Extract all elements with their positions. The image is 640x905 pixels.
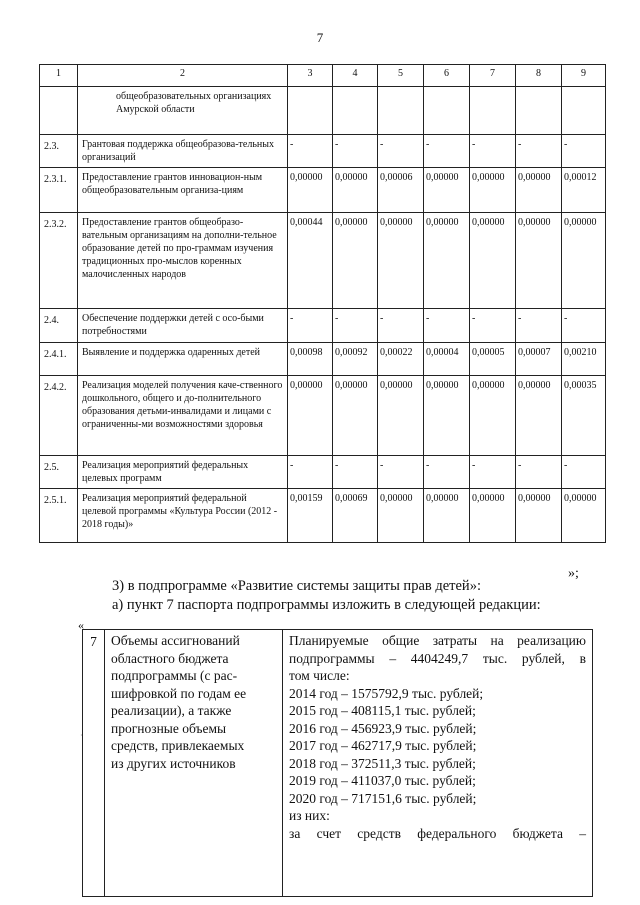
row-name: общеобразовательных организациях Амурской области [78,87,288,135]
row-value: - [562,309,606,343]
column-header: 2 [78,65,288,87]
intro-line: Планируемые общие затраты на реализацию [289,633,586,648]
table-row [40,309,606,343]
row-value: 0,00004 [424,343,470,376]
row-value: 0,00000 [378,376,424,456]
row-value: 0,00012 [562,168,606,213]
passport-table [82,629,593,897]
row-code: 2.4.2. [40,376,78,456]
row-value: 0,00159 [288,489,333,543]
row-name: Реализация моделей получения каче-ственного дошкольного, общего и до-полнительного образования детьми-инвалидами и лицами с ограниченны-ми возможностями здоровья [78,376,288,456]
table-row [40,168,606,213]
federal-budget-line: за счет средств федерального бюджета – [289,825,586,841]
row-value: 0,00000 [333,213,378,309]
table-row [40,213,606,309]
label-line: из других источников [111,755,236,771]
label-line: областного бюджета [111,650,229,666]
row-value: 0,00069 [333,489,378,543]
row-code [40,87,78,135]
column-header: 4 [333,65,378,87]
row-value [333,87,378,135]
year-amount: 2016 год – 456923,9 тыс. рублей; [289,720,477,736]
row-value: 0,00000 [424,168,470,213]
row-value: 0,00000 [516,376,562,456]
table-row [40,87,606,135]
row-value: - [470,135,516,168]
row-value: - [470,309,516,343]
page-number: 7 [316,30,324,45]
table-row [40,135,606,168]
row-value [378,87,424,135]
opening-quote: « [78,618,84,632]
column-header: 6 [424,65,470,87]
scan-mark: · [80,731,83,740]
row-value: 0,00000 [288,168,333,213]
table-row [40,456,606,489]
label-line: средств, привлекаемых [111,738,245,753]
row-value: 0,00000 [333,376,378,456]
row-value: 0,00000 [562,489,606,543]
row-value: 0,00000 [333,168,378,213]
intro-line: подпрограммы – 4404249,7 тыс. рублей, в [289,650,586,666]
row-value: 0,00000 [516,168,562,213]
row-value: 0,00000 [562,213,606,309]
row-value: - [516,135,562,168]
row-value: - [288,309,333,343]
row-value: 0,00022 [378,343,424,376]
row-code: 2.3.1. [40,168,78,213]
column-header: 1 [40,65,78,87]
row-value [424,87,470,135]
label-line: реализации), а также [111,703,232,718]
row-value: 0,00000 [378,489,424,543]
row-value: 0,00000 [424,376,470,456]
row-value: 0,00000 [470,213,516,309]
row-value: 0,00092 [333,343,378,376]
row-value: 0,00006 [378,168,424,213]
indicators-table [39,64,606,543]
column-header: 5 [378,65,424,87]
passport-item-number: 7 [83,630,105,897]
table-header-row [40,65,606,87]
passport-content [283,630,593,897]
passport-label [105,630,283,897]
row-code: 2.4. [40,309,78,343]
row-code: 2.5.1. [40,489,78,543]
table-row [40,489,606,543]
row-value: - [424,456,470,489]
year-amount: 2018 год – 372511,3 тыс. рублей; [289,755,476,771]
year-amount: 2015 год – 408115,1 тыс. рублей; [289,703,476,718]
row-value: - [424,309,470,343]
row-code: 2.5. [40,456,78,489]
row-value [470,87,516,135]
table-body [40,65,606,543]
row-value: - [333,309,378,343]
row-value: 0,00035 [562,376,606,456]
table-closing-quote: »; [568,566,579,581]
row-name: Грантовая поддержка общеобразова-тельных организаций [78,135,288,168]
row-value: 0,00007 [516,343,562,376]
row-value: 0,00044 [288,213,333,309]
row-value: - [378,456,424,489]
row-value: - [378,309,424,343]
passport-row [83,630,593,897]
row-value: 0,00000 [470,376,516,456]
row-value: - [424,135,470,168]
row-value: - [562,135,606,168]
row-value [288,87,333,135]
row-value: - [333,135,378,168]
column-header: 9 [562,65,606,87]
row-value: - [562,456,606,489]
row-name: Предоставление грантов общеобразо-вательным организациям на дополни-тельное образование детей по про-граммам изучения традиционных про-мыслов коренных малочисленных народов [78,213,288,309]
row-name: Предоставление грантов инновацион-ным общеобразовательным организа-циям [78,168,288,213]
row-value: - [470,456,516,489]
row-value: 0,00000 [516,213,562,309]
row-value: 0,00000 [470,168,516,213]
row-name: Реализация мероприятий федеральных целевых программ [78,456,288,489]
row-value [562,87,606,135]
year-amount: 2019 год – 411037,0 тыс. рублей; [289,773,476,788]
row-value: - [288,456,333,489]
row-value: 0,00098 [288,343,333,376]
intro-line: том числе: [289,668,350,683]
table-row [40,343,606,376]
row-value: 0,00000 [288,376,333,456]
row-value [516,87,562,135]
row-value: 0,00000 [516,489,562,543]
row-value: 0,00000 [470,489,516,543]
item-a-text: а) пункт 7 паспорта подпрограммы изложить в следующей редакции: [112,597,541,613]
of-them-label: из них: [289,808,330,823]
row-value: 0,00210 [562,343,606,376]
year-amount: 2020 год – 717151,6 тыс. рублей; [289,790,477,806]
row-value: - [288,135,333,168]
row-value: 0,00000 [424,489,470,543]
row-value: - [516,456,562,489]
row-code: 2.3. [40,135,78,168]
label-line: подпрограммы (с рас- [111,668,238,683]
row-value: - [516,309,562,343]
label-line: Объемы ассигнований [111,633,240,648]
row-code: 2.3.2. [40,213,78,309]
row-name: Реализация мероприятий федеральной целевой программы «Культура России (2012 - 2018 годы)» [78,489,288,543]
row-value: 0,00000 [424,213,470,309]
label-line: шифровкой по годам ее [111,685,247,701]
column-header: 7 [470,65,516,87]
column-header: 8 [516,65,562,87]
table-row [40,376,606,456]
row-value: - [333,456,378,489]
label-line: прогнозные объемы [111,720,227,736]
row-value: 0,00000 [378,213,424,309]
row-code: 2.4.1. [40,343,78,376]
item-3-text: 3) в подпрограмме «Развитие системы защиты прав детей»: [112,578,481,594]
row-name: Выявление и поддержка одаренных детей [78,343,288,376]
row-value: - [378,135,424,168]
year-amount: 2017 год – 462717,9 тыс. рублей; [289,738,477,753]
row-value: 0,00005 [470,343,516,376]
column-header: 3 [288,65,333,87]
row-name: Обеспечение поддержки детей с осо-быми потребностями [78,309,288,343]
year-amount: 2014 год – 1575792,9 тыс. рублей; [289,685,484,701]
